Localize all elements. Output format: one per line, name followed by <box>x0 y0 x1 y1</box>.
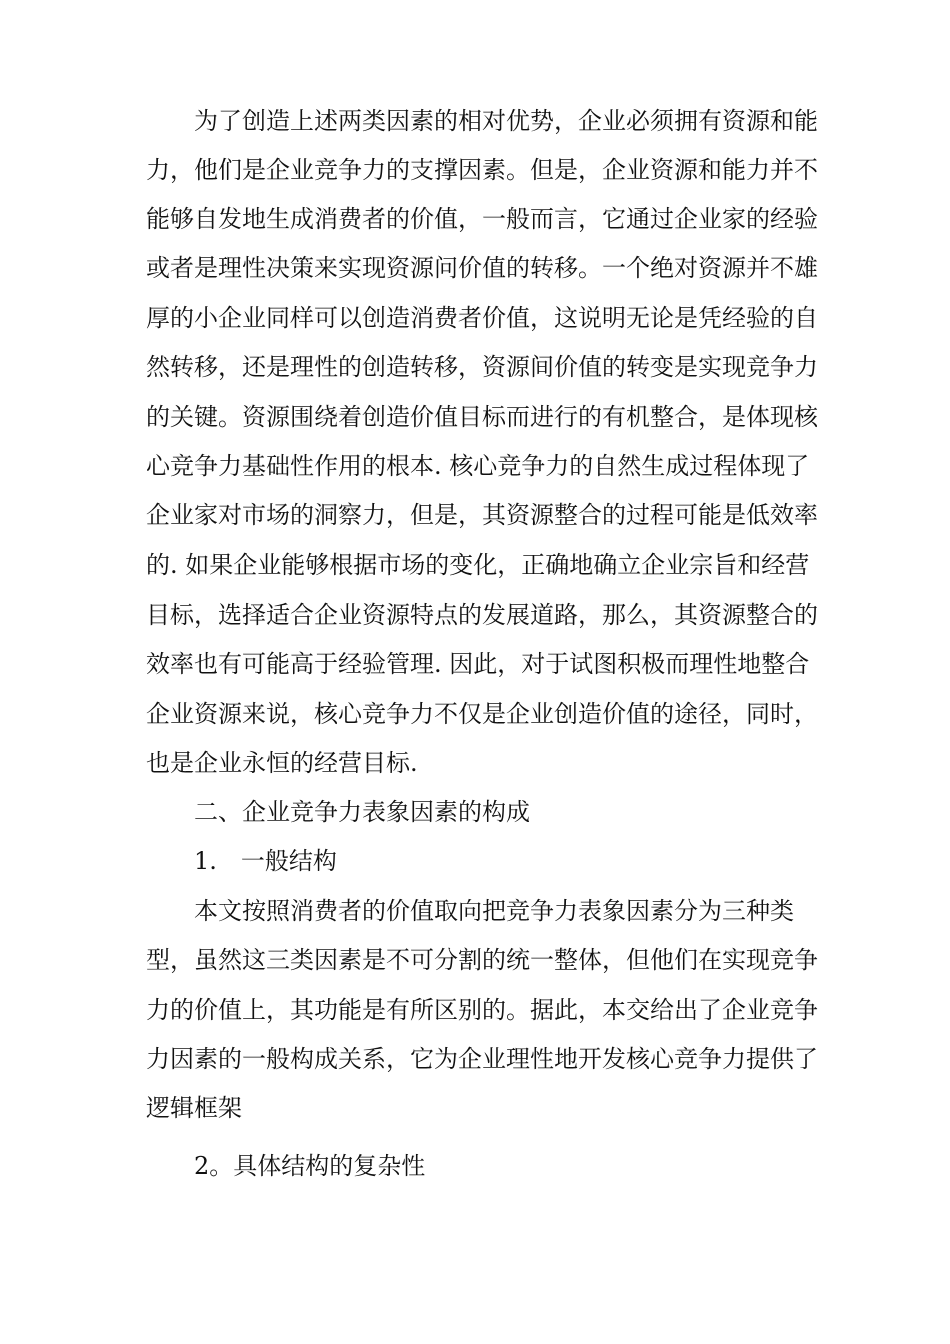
paragraph-line: 效率也有可能高于经验管理. 因此，对于试图积极而理性地整合 <box>146 650 810 678</box>
paragraph-line: 本文按照消费者的价值取向把竞争力表象因素分为三种类 <box>194 897 794 925</box>
paragraph-line: 逻辑框架 <box>146 1094 242 1122</box>
paragraph-line: 型，虽然这三类因素是不可分割的统一整体，但他们在实现竞争 <box>146 946 818 974</box>
paragraph-line: 力的价值上，其功能是有所区别的。据此，本交给出了企业竞争 <box>146 996 818 1024</box>
subsection-heading: 2。具体结构的复杂性 <box>194 1152 426 1180</box>
paragraph-line: 或者是理性决策来实现资源问价值的转移。一个绝对资源并不雄 <box>146 254 818 282</box>
paragraph-line: 能够自发地生成消费者的价值，一般而言，它通过企业家的经验 <box>146 205 818 233</box>
paragraph-line: 力，他们是企业竞争力的支撑因素。但是，企业资源和能力并不 <box>146 156 818 184</box>
paragraph-line: 然转移，还是理性的创造转移，资源间价值的转变是实现竞争力 <box>146 353 818 381</box>
section-heading: 二、企业竞争力表象因素的构成 <box>194 798 530 826</box>
paragraph-line: 为了创造上述两类因素的相对优势，企业必须拥有资源和能 <box>194 107 818 135</box>
paragraph-line: 企业家对市场的洞察力，但是，其资源整合的过程可能是低效率 <box>146 501 818 529</box>
paragraph-line: 心竞争力基础性作用的根本. 核心竞争力的自然生成过程体现了 <box>146 452 810 480</box>
paragraph-line: 力因素的一般构成关系，它为企业理性地开发核心竞争力提供了 <box>146 1045 818 1073</box>
paragraph-line: 企业资源来说，核心竞争力不仅是企业创造价值的途径，同时， <box>146 700 818 728</box>
paragraph-line: 的关键。资源围绕着创造价值目标而进行的有机整合，是体现核 <box>146 403 818 431</box>
paragraph-line: 目标，选择适合企业资源特点的发展道路，那么，其资源整合的 <box>146 601 818 629</box>
paragraph-line: 厚的小企业同样可以创造消费者价值，这说明无论是凭经验的自 <box>146 304 818 332</box>
paragraph-line: 的. 如果企业能够根据市场的变化，正确地确立企业宗旨和经营 <box>146 551 810 579</box>
subsection-heading: 1. 一般结构 <box>194 847 337 875</box>
paragraph-line: 也是企业永恒的经营目标. <box>146 749 418 777</box>
